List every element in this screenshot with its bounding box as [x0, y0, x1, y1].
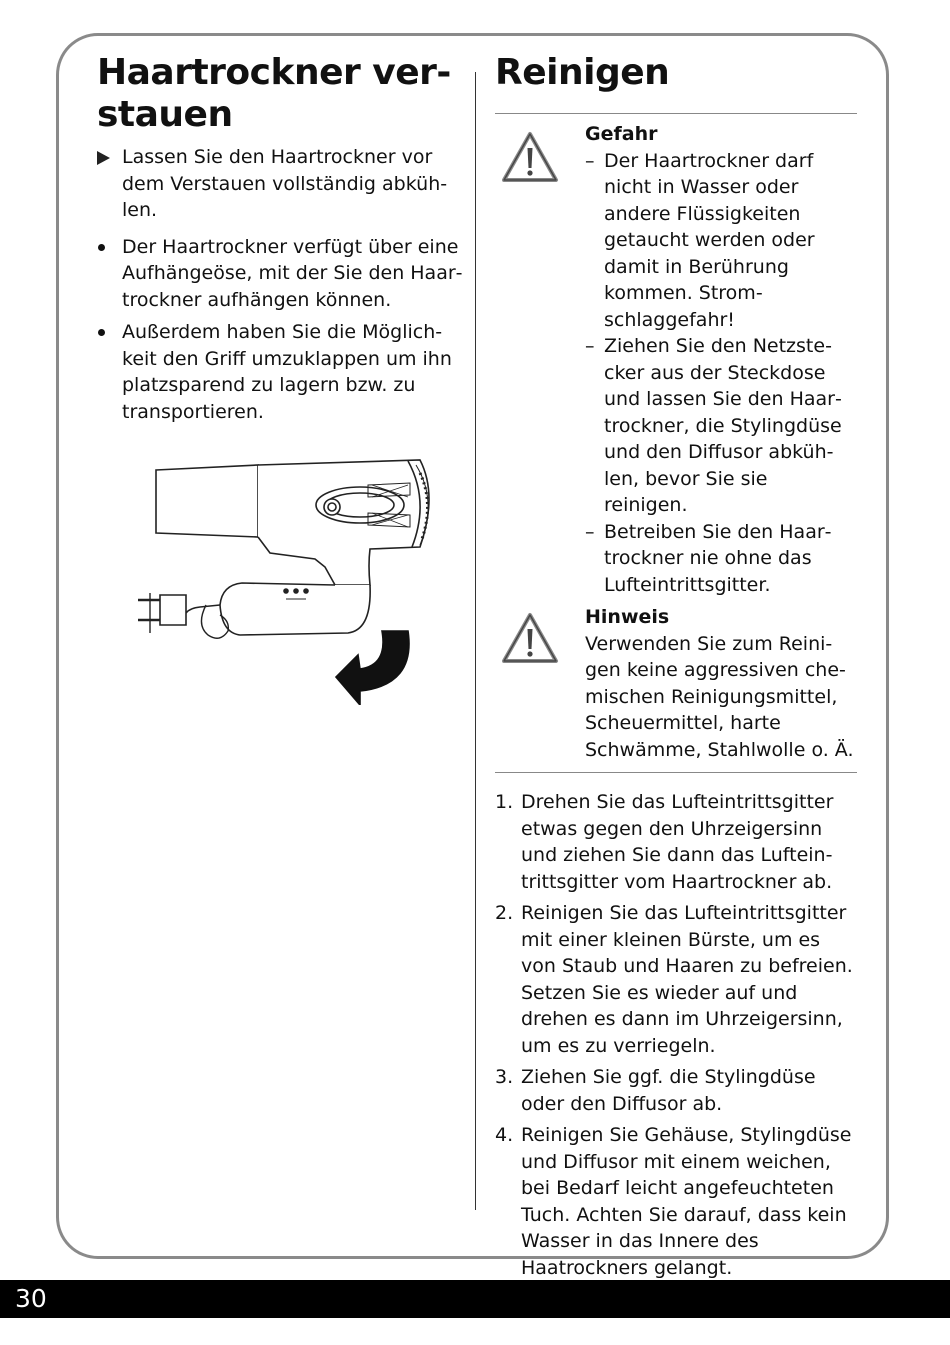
footer-bar	[0, 1280, 950, 1318]
step-text: Drehen Sie das Lufteintrittsgitter etwas gegen den Uhrzeigersinn und ziehen Sie dann das Lufteintrittsgitter vom Haartrockner ab.	[521, 791, 834, 893]
action-step-text: Lassen Sie den Haartrockner vor dem Verstauen vollständig abkühlen.	[122, 146, 448, 221]
danger-item: – Ziehen Sie den Netzstecker aus der Steckdose und lassen Sie den Haartrockner, die Stylingdüse und den Diffusor abkühlen, bevor Sie sie reinigen.	[585, 335, 842, 516]
danger-item-text: Der Haartrockner darf nicht in Wasser oder andere Flüssigkeiten getaucht werden oder damit in Berührung kommen. Stromschlaggefahr!	[604, 149, 815, 331]
column-divider	[475, 72, 476, 1210]
bullet-dot-icon	[98, 329, 105, 336]
section-title-storage: Haartrockner ver- stauen	[97, 52, 451, 135]
hair-dryer-illustration	[120, 455, 450, 705]
step-item: 1. Drehen Sie das Lufteintrittsgitter etwas gegen den Uhrzeigersinn und ziehen Sie dann das Lufteintrittsgitter vom Haartrockner ab.	[495, 791, 834, 893]
step-item: 2. Reinigen Sie das Lufteintrittsgitter mit einer kleinen Bürste, um es von Staub und Haaren zu befreien. Setzen Sie es wieder auf und drehen es dann im Uhrzeigersinn, um es zu verriegeln.	[495, 902, 853, 1057]
hint-notice	[495, 604, 857, 763]
warning-triangle-icon	[501, 131, 559, 183]
bullet-item	[97, 234, 465, 314]
bullet-list	[97, 234, 465, 426]
danger-item: – Betreiben Sie den Haartrockner nie ohne das Lufteintrittsgitter.	[585, 520, 832, 596]
warning-triangle-icon	[501, 612, 559, 664]
left-column	[97, 52, 465, 431]
danger-item: – Der Haartrockner darf nicht in Wasser oder andere Flüssigkeiten getaucht werden oder damit in Berührung kommen. Stromschlaggefahr!	[585, 149, 815, 331]
step-text: Reinigen Sie Gehäuse, Stylingdüse und Diffusor mit einem weichen, bei Bedarf leicht angefeuchteten Tuch. Achten Sie darauf, dass kein Wasser in das Innere des Haatrockners gelangt.	[521, 1124, 852, 1279]
bullet-item	[97, 319, 465, 425]
danger-title: Gefahr	[585, 123, 658, 145]
danger-notice	[495, 121, 857, 598]
step-item: 3. Ziehen Sie ggf. die Stylingdüse oder den Diffusor ab.	[495, 1066, 816, 1115]
bullet-text: Außerdem haben Sie die Möglichkeit den Griff umzuklappen um ihn platzsparend zu lagern bzw. zu transportieren.	[122, 321, 452, 423]
section-rule	[495, 772, 857, 773]
hint-title: Hinweis	[585, 606, 670, 628]
section-title-cleaning: Reinigen	[495, 52, 670, 93]
step-text: Reinigen Sie das Lufteintrittsgitter mit einer kleinen Bürste, um es von Staub und Haaren zu befreien. Setzen Sie es wieder auf und drehen es dann im Uhrzeigersinn, um es zu verriegeln.	[521, 902, 853, 1057]
danger-item-text: Ziehen Sie den Netzstecker aus der Steckdose und lassen Sie den Haartrockner, die Stylingdüse und den Diffusor abkühlen, bevor Sie sie reinigen.	[604, 335, 842, 516]
bullet-dot-icon	[98, 244, 105, 251]
step-text: Ziehen Sie ggf. die Stylingdüse oder den Diffusor ab.	[521, 1066, 816, 1115]
step-item: 4. Reinigen Sie Gehäuse, Stylingdüse und Diffusor mit einem weichen, bei Bedarf leicht angefeuchteten Tuch. Achten Sie darauf, dass kein Wasser in das Innere des Haatrockners gelangt.	[495, 1124, 852, 1279]
action-step	[97, 144, 465, 224]
right-column	[495, 52, 857, 1286]
numbered-steps	[495, 789, 857, 1281]
section-rule	[495, 113, 857, 114]
play-triangle-icon	[97, 151, 110, 165]
danger-item-text: Betreiben Sie den Haartrockner nie ohne das Lufteintrittsgitter.	[604, 520, 832, 596]
page-number: 30	[15, 1284, 47, 1313]
bullet-text: Der Haartrockner verfügt über eine Aufhängeöse, mit der Sie den Haartrockner aufhängen können.	[122, 235, 463, 311]
hint-text: Verwenden Sie zum Reinigen keine aggressiven chemischen Reinigungsmittel, Scheuermittel, harte Schwämme, Stahlwolle o. Ä.	[585, 632, 854, 761]
